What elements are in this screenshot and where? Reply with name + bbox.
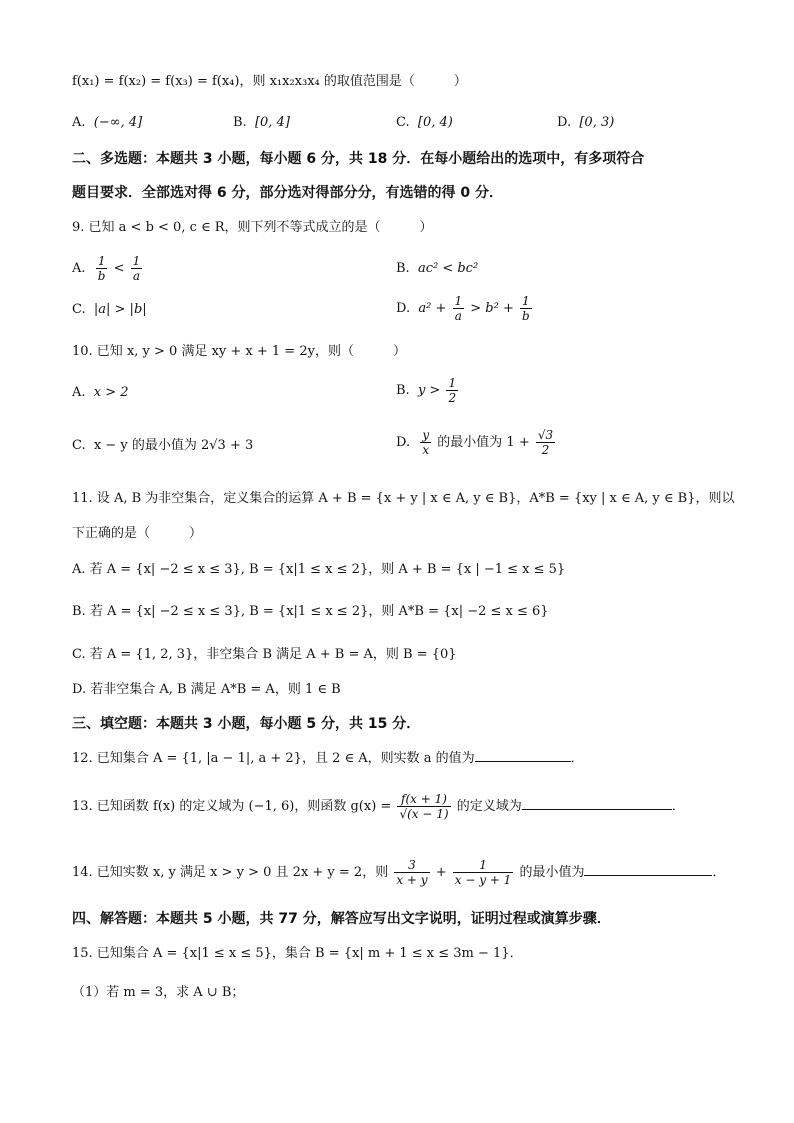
- section3-title: 三、填空题：本题共 3 小题，每小题 5 分，共 15 分．: [72, 716, 421, 732]
- section2-title-line1: 二、多选题：本题共 3 小题，每小题 6 分，共 18 分．在每小题给出的选项中，有多项符合: [72, 151, 645, 167]
- q8-option-c: C. [0, 4): [396, 115, 453, 130]
- fraction: $\frac{1}{a}$: [454, 294, 463, 323]
- q8-stem: f(x₁) = f(x₂) = f(x₃) = f(x₄)，则 x₁x₂x₃x₄ 的取值范围是（ ）: [72, 74, 467, 89]
- fraction: $\frac{√3}{2}$: [537, 428, 554, 457]
- fraction: $\frac{1}{2}$: [448, 376, 457, 405]
- q9-option-a: A. $\frac{1}{b}$ < $\frac{1}{a}$: [72, 254, 141, 283]
- q11-stem-line2: 下正确的是（ ）: [72, 526, 203, 541]
- q9-option-c: C. |a| > |b|: [72, 302, 147, 317]
- section4-title: 四、解答题：本题共 5 小题，共 77 分，解答应写出文字说明，证明过程或演算步骤．: [72, 911, 611, 927]
- q12-line: 12. 已知集合 A = {1, |a − 1|, a + 2}，且 2 ∈ A，则实数 a 的值为 ．: [72, 751, 584, 766]
- q8-option-a: A. (−∞, 4]: [72, 115, 143, 130]
- fraction: $\frac{1}{x - y + 1}$: [454, 858, 512, 887]
- fraction: $\frac{1}{b}$: [97, 254, 106, 283]
- fraction: $\frac{3}{x + y}$: [396, 858, 428, 887]
- fraction: $\frac{1}{b}$: [522, 294, 530, 323]
- q13-line: 13. 已知函数 f(x) 的定义域为 (−1, 6)，则函数 g(x) = $\frac{f(x + 1)}{√(x - 1)}$ 的定义域为 ．: [72, 792, 685, 821]
- fraction: $\frac{y}{x}$: [422, 428, 430, 457]
- q14-line: 14. 已知实数 x, y 满足 x > y > 0 且 2x + y = 2，则 $\frac{3}{x + y}$ + $\frac{1}{x - y + 1}$ 的最小值为 ．: [72, 858, 726, 887]
- answer-blank[interactable]: [522, 797, 672, 810]
- q9-option-d: D. a² + $\frac{1}{a}$ > b² + $\frac{1}{b}$: [396, 294, 530, 323]
- q15-part1: （1）若 m = 3，求 A ∪ B；: [72, 985, 245, 1000]
- q10-option-a: A. x > 2: [72, 385, 129, 400]
- q9-option-b: B. ac² < bc²: [396, 261, 479, 276]
- q8-option-d: D. [0, 3): [557, 115, 615, 130]
- q9-stem: 9. 已知 a < b < 0, c ∈ R，则下列不等式成立的是（ ）: [72, 220, 433, 235]
- q11-option-c: C. 若 A = {1, 2, 3}，非空集合 B 满足 A + B = A，则 B = {0}: [72, 647, 457, 662]
- q10-stem: 10. 已知 x, y > 0 满足 xy + x + 1 = 2y，则（ ）: [72, 344, 406, 359]
- q11-stem-line1: 11. 设 A, B 为非空集合，定义集合的运算 A + B = {x + y | x ∈ A, y ∈ B}，A*B = {xy | x ∈ A, y ∈ B}，则以: [72, 491, 735, 506]
- q15-stem: 15. 已知集合 A = {x|1 ≤ x ≤ 5}，集合 B = {x| m + 1 ≤ x ≤ 3m − 1}．: [72, 946, 523, 961]
- fraction: $\frac{1}{a}$: [132, 254, 141, 283]
- answer-blank[interactable]: [475, 749, 571, 762]
- q8-option-b: B. [0, 4]: [233, 115, 290, 130]
- q11-option-d: D. 若非空集合 A, B 满足 A*B = A，则 1 ∈ B: [72, 682, 341, 697]
- fraction: $\frac{f(x + 1)}{√(x - 1)}$: [399, 792, 449, 821]
- q11-option-a: A. 若 A = {x| −2 ≤ x ≤ 3}, B = {x|1 ≤ x ≤ 2}，则 A + B = {x | −1 ≤ x ≤ 5}: [72, 562, 566, 577]
- q10-option-d: D. $\frac{y}{x}$ 的最小值为 1 + $\frac{√3}{2}$: [396, 428, 554, 457]
- section2-title-line2: 题目要求．全部选对得 6 分，部分选对得部分分，有选错的得 0 分．: [72, 185, 503, 201]
- q11-option-b: B. 若 A = {x| −2 ≤ x ≤ 3}, B = {x|1 ≤ x ≤ 2}，则 A*B = {x| −2 ≤ x ≤ 6}: [72, 604, 549, 619]
- answer-blank[interactable]: [584, 863, 712, 876]
- q10-option-b: B. y > $\frac{1}{2}$: [396, 376, 457, 405]
- q10-option-c: C. x − y 的最小值为 2√3 + 3: [72, 438, 254, 453]
